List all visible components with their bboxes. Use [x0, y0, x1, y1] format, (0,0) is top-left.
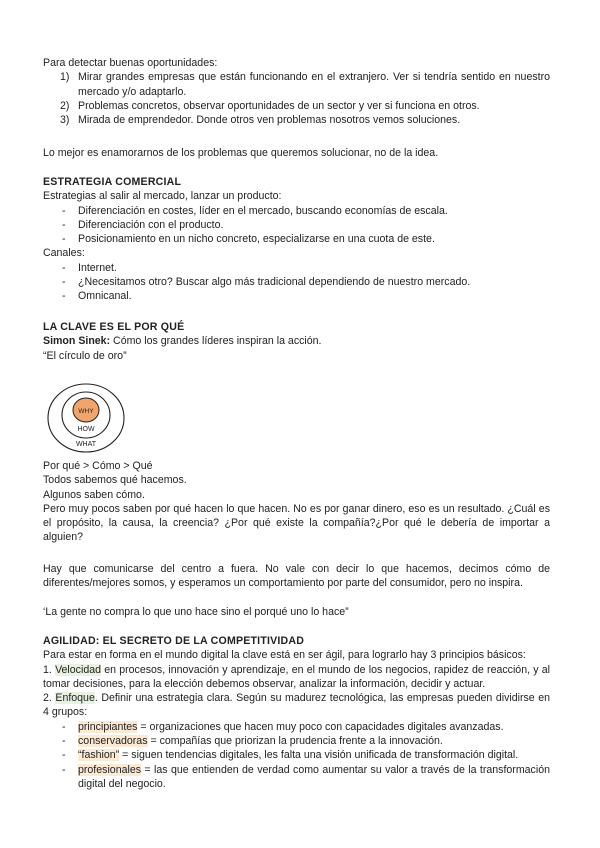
group-term: “fashion”	[78, 749, 120, 762]
section-title: AGILIDAD: EL SECRETO DE LA COMPETITIVIDAD	[43, 635, 305, 647]
text-line: Todos sabemos qué hacemos.	[43, 474, 187, 487]
intro-section	[43, 56, 550, 127]
estrategia-section	[43, 175, 550, 304]
list-item	[43, 70, 550, 99]
list-number: 1)	[60, 71, 70, 84]
principle-text: . Definir una estrategia clara. Según su madurez tecnológica, las empresas pueden dividirse en 4 grupos:	[43, 692, 551, 719]
agilidad-intro: Para estar en forma en el mundo digital la clave está en ser ágil, para lograrlo hay 3 principios básicos:	[43, 649, 526, 662]
agilidad-section	[43, 634, 550, 791]
section-title: ESTRATEGIA COMERCIAL	[43, 176, 182, 188]
clave-paragraph: Pero muy pocos saben por qué hacen lo que hacen. No es por ganar dinero, eso es un resultado. ¿Cuál es el propósito, la causa, la creencia? ¿Por qué existe la compañía?¿Por qué le debería de importar a alguien?	[43, 502, 550, 544]
list-item-text: Mirar grandes empresas que están funcionando en el extranjero. Ver si tendría sentido en nuestro mercado y/o adaptarlo.	[78, 71, 550, 98]
list-item	[43, 720, 550, 734]
intro-heading: Para detectar buenas oportunidades:	[43, 57, 218, 69]
canales-list	[43, 261, 550, 304]
list-item	[43, 734, 550, 748]
clave-quote: ‘La gente no compra lo que uno hace sino el porqué uno lo hace”	[43, 606, 349, 618]
list-item	[43, 113, 550, 127]
list-item-text: Mirada de emprendedor. Donde otros ven problemas nosotros vemos soluciones.	[78, 114, 461, 127]
section-subtitle: Estrategias al salir al mercado, lanzar un producto:	[43, 190, 282, 203]
group-text: = las que entienden de verdad como aumentar su valor a través de la transformación digital del negocio.	[78, 763, 550, 790]
list-item	[43, 748, 550, 762]
list-item	[43, 99, 550, 113]
list-item: - Internet.	[43, 261, 550, 275]
principle-term: Enfoque	[55, 692, 95, 705]
book-title: Cómo los grandes líderes inspiran la acción.	[110, 335, 322, 348]
intro-list	[43, 70, 550, 127]
principle-velocidad	[43, 663, 550, 692]
how-label: HOW	[77, 426, 95, 433]
principle-text: en procesos, innovación y aprendizaje, en el mundo de los negocios, rapidez de reacción, y al tomar decisiones, para la elección debemos observar, analizar la información, decidir y actuar.	[43, 663, 551, 690]
clave-body	[43, 459, 550, 545]
text-line: Algunos saben cómo.	[43, 488, 145, 501]
list-item: - ¿Necesitamos otro? Buscar algo más tradicional dependiendo de nuestro mercado.	[43, 275, 550, 289]
clave-paragraph-2: Hay que comunicarse del centro a fuera. No vale con decir lo que hacemos, decimos cómo de diferentes/mejores somos, y esperamos un comportamiento por parte del consumidor, pero no inspira.	[43, 563, 550, 590]
group-text: = siguen tendencias digitales, les falta una visión unificada de transformación digital.	[119, 749, 519, 762]
group-term: principiantes	[78, 720, 138, 733]
clave-section	[43, 320, 550, 363]
list-item: - Diferenciación en costes, líder en el mercado, buscando economías de escala.	[43, 204, 550, 218]
list-item: - Omnicanal.	[43, 289, 550, 303]
principle-term: Velocidad	[55, 663, 102, 676]
golden-circle-diagram	[44, 383, 136, 455]
what-label: WHAT	[75, 441, 97, 448]
list-number: 3)	[60, 114, 70, 127]
group-term: conservadoras	[78, 735, 148, 748]
group-text: = compañías que priorizan la prudencia frente a la innovación.	[147, 735, 443, 748]
author-name: Simon Sinek:	[43, 335, 111, 348]
principle-enfoque	[43, 691, 550, 720]
intro-closing: Lo mejor es enamorarnos de los problemas que queremos solucionar, no de la idea.	[43, 147, 439, 159]
groups-list	[43, 720, 550, 791]
principle-number: 1.	[43, 663, 56, 676]
why-label: WHY	[78, 408, 94, 415]
list-item-text: Problemas concretos, observar oportunidades de un sector y ver si funciona en otros.	[78, 99, 480, 112]
canales-label: Canales:	[43, 247, 85, 260]
author-line	[43, 334, 550, 348]
estrategia-list	[43, 204, 550, 247]
section-title: LA CLAVE ES EL POR QUÉ	[43, 321, 185, 333]
list-item	[43, 763, 550, 792]
group-term: profesionales	[78, 763, 142, 776]
list-number: 2)	[60, 99, 70, 112]
list-item: - Posicionamiento en un nicho concreto, especializarse en una cuota de este.	[43, 232, 550, 246]
circle-title: “El círculo de oro”	[43, 349, 127, 362]
principle-number: 2.	[43, 692, 56, 705]
list-item: - Diferenciación con el producto.	[43, 218, 550, 232]
text-line: Por qué > Cómo > Qué	[43, 460, 153, 472]
group-text: = organizaciones que hacen muy poco con capacidades digitales avanzadas.	[137, 720, 504, 733]
